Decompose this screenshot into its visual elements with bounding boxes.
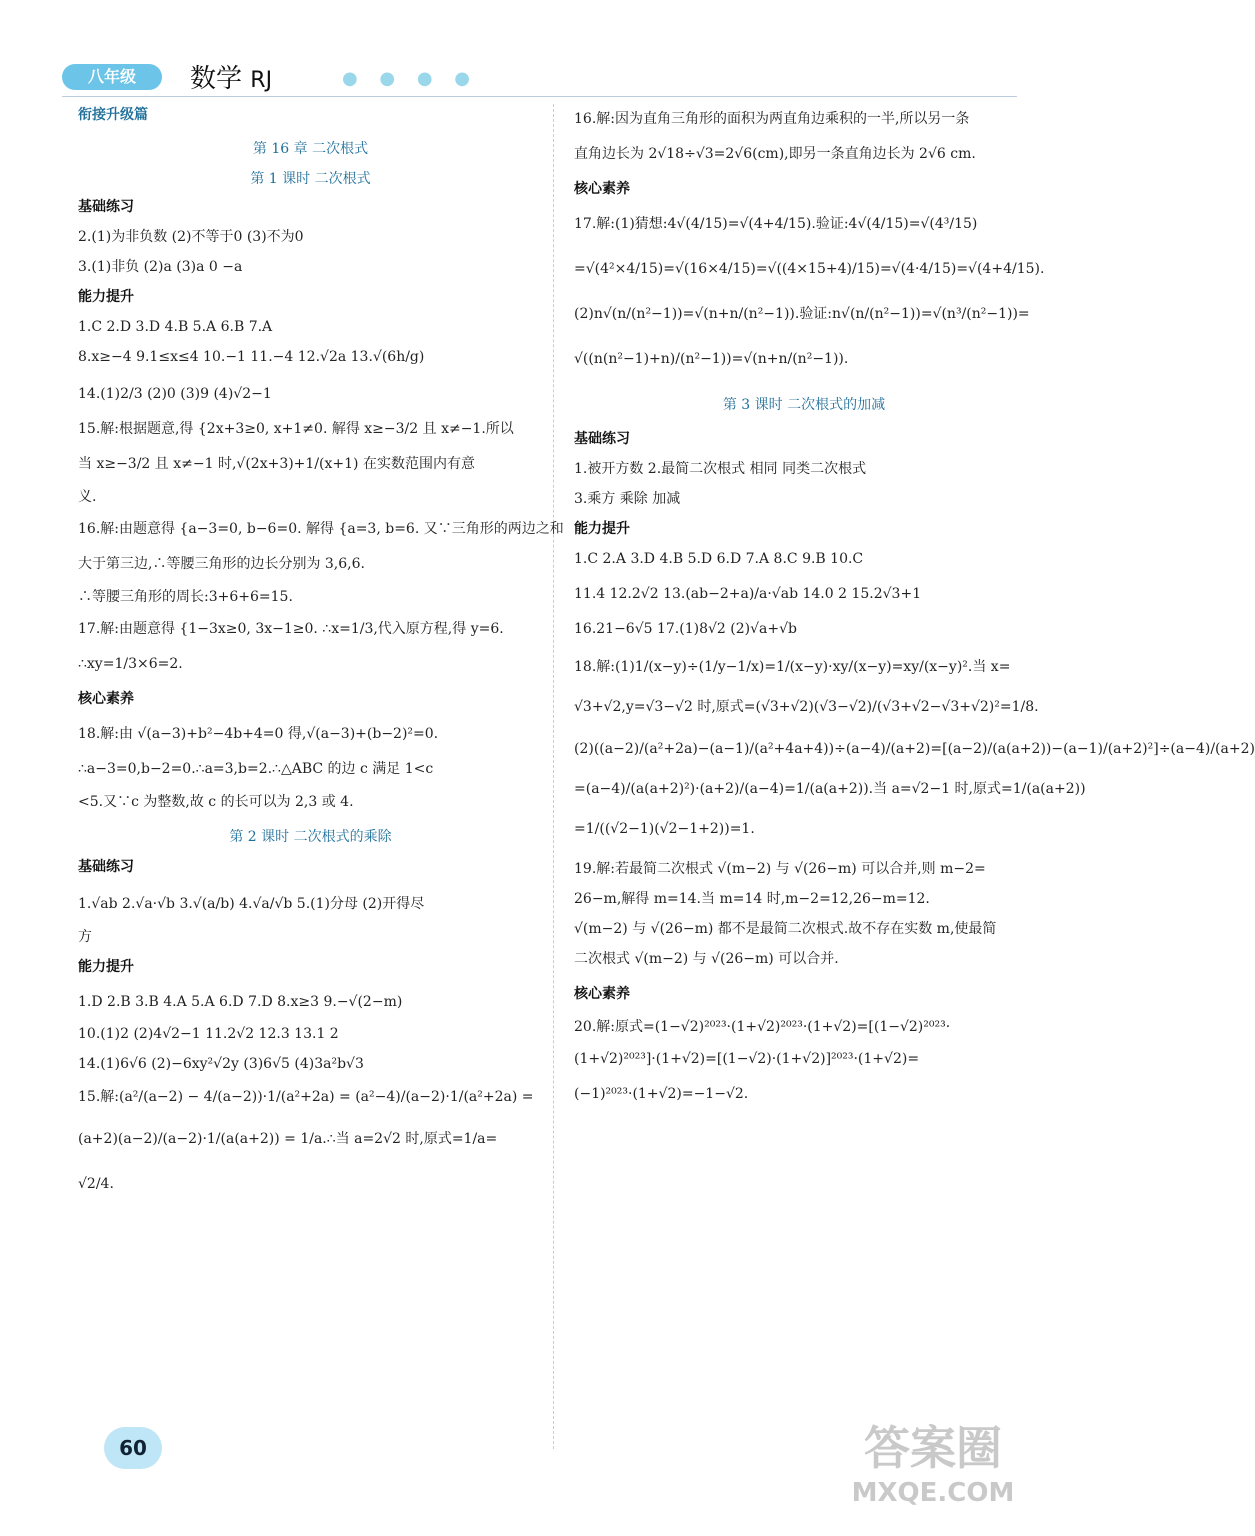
left-answer-line: 1.√ab 2.√a·√b 3.√(a/b) 4.√a/√b 5.(1)分母 (2)开得尽	[78, 896, 425, 912]
left-section-heading: 核心素养	[78, 691, 134, 707]
left-answer-line: 14.(1)2/3 (2)0 (3)9 (4)√2−1	[78, 386, 272, 402]
right-answer-line: =√(4²×4/15)=√(16×4/15)=√((4×15+4)/15)=√(4·4/15)=√(4+4/15).	[574, 261, 1045, 277]
left-lesson-title: 第 2 课时 二次根式的乘除	[229, 829, 392, 845]
left-answer-line: 10.(1)2 (2)4√2−1 11.2√2 12.3 13.1 2	[78, 1026, 339, 1042]
page-header	[62, 58, 1012, 100]
edition-label: RJ	[250, 68, 273, 93]
right-answer-line: 18.解:(1)1/(x−y)÷(1/y−1/x)=1/(x−y)·xy/(x−y)=xy/(x−y)².当 x=	[574, 659, 1011, 675]
right-answer-line: 11.4 12.2√2 13.(ab−2+a)/a·√ab 14.0 2 15.2√3+1	[574, 586, 922, 602]
section-label: 衔接升级篇	[78, 107, 148, 123]
left-answer-line: 2.(1)为非负数 (2)不等于0 (3)不为0	[78, 229, 304, 245]
left-answer-line: 16.解:由题意得 {a−3=0, b−6=0. 解得 {a=3, b=6. 又∵三角形的两边之和	[78, 521, 564, 537]
left-answer-line: <5.又∵c 为整数,故 c 的长可以为 2,3 或 4.	[78, 794, 354, 810]
right-answer-line: 16.解:因为直角三角形的面积为两直角边乘积的一半,所以另一条	[574, 111, 970, 127]
left-answer-line: 18.解:由 √(a−3)+b²−4b+4=0 得,√(a−3)+(b−2)²=0.	[78, 726, 439, 742]
left-section-heading: 基础练习	[78, 199, 134, 215]
right-answer-line: (2)((a−2)/(a²+2a)−(a−1)/(a²+4a+4))÷(a−4)/(a+2)=[(a−2)/(a(a+2))−(a−1)/(a+2)²]÷(a−4)/(a+2)	[574, 741, 1255, 757]
left-answer-line: 大于第三边,∴等腰三角形的边长分别为 3,6,6.	[78, 556, 365, 572]
right-answer-line: 16.21−6√5 17.(1)8√2 (2)√a+√b	[574, 621, 797, 637]
right-answer-line: (−1)²⁰²³·(1+√2)=−1−√2.	[574, 1086, 749, 1102]
left-section-heading: 能力提升	[78, 289, 134, 305]
left-answer-line: 15.解:(a²/(a−2) − 4/(a−2))·1/(a²+2a) = (a²−4)/(a−2)·1/(a²+2a) =	[78, 1089, 534, 1105]
left-answer-line: ∴xy=1/3×6=2.	[78, 656, 183, 672]
right-answer-line: √3+√2,y=√3−√2 时,原式=(√3+√2)(√3−√2)/(√3+√2−√3+√2)²=1/8.	[574, 699, 1039, 715]
right-answer-line: 1.被开方数 2.最简二次根式 相同 同类二次根式	[574, 461, 867, 477]
right-answer-line: 直角边长为 2√18÷√3=2√6(cm),即另一条直角边长为 2√6 cm.	[574, 146, 976, 162]
left-answer-line: 15.解:根据题意,得 {2x+3≥0, x+1≠0. 解得 x≥−3/2 且 x≠−1.所以	[78, 421, 514, 437]
left-answer-line: 17.解:由题意得 {1−3x≥0, 3x−1≥0. ∴x=1/3,代入原方程,得 y=6.	[78, 621, 504, 637]
right-section-heading: 能力提升	[574, 521, 630, 537]
left-answer-line: 1.D 2.B 3.B 4.A 5.A 6.D 7.D 8.x≥3 9.−√(2−m)	[78, 994, 403, 1010]
watermark-url: MXQE.COM	[851, 1478, 1015, 1508]
left-answer-line: 义.	[78, 489, 97, 505]
subject-title	[190, 58, 272, 95]
right-answer-line: √(m−2) 与 √(26−m) 都不是最简二次根式.故不存在实数 m,使最简	[574, 921, 997, 937]
right-answer-line: 1.C 2.A 3.D 4.B 5.D 6.D 7.A 8.C 9.B 10.C	[574, 551, 864, 567]
left-lesson-title: 第 1 课时 二次根式	[250, 171, 371, 187]
left-answer-line: 1.C 2.D 3.D 4.B 5.A 6.B 7.A	[78, 319, 273, 335]
header-rule	[62, 96, 1017, 97]
right-answer-line: √((n(n²−1)+n)/(n²−1))=√(n+n/(n²−1)).	[574, 351, 849, 367]
left-answer-line: 方	[78, 929, 92, 945]
left-answer-line: 3.(1)非负 (2)a (3)a 0 −a	[78, 259, 243, 275]
right-answer-line: =(a−4)/(a(a+2)²)·(a+2)/(a−4)=1/(a(a+2)).当 a=√2−1 时,原式=1/(a(a+2))	[574, 781, 1086, 797]
left-lesson-title: 第 16 章 二次根式	[252, 141, 369, 157]
right-answer-line: 20.解:原式=(1−√2)²⁰²³·(1+√2)²⁰²³·(1+√2)=[(1−√2)²⁰²³·	[574, 1019, 951, 1035]
right-lesson-title: 第 3 课时 二次根式的加减	[722, 397, 886, 413]
right-answer-line: 17.解:(1)猜想:4√(4/15)=√(4+4/15).验证:4√(4/15)=√(4³/15)	[574, 216, 978, 232]
right-answer-line: 26−m,解得 m=14.当 m=14 时,m−2=12,26−m=12.	[574, 891, 930, 907]
left-answer-line: ∴a−3=0,b−2=0.∴a=3,b=2.∴△ABC 的边 c 满足 1<c	[78, 761, 434, 777]
right-answer-line: 3.乘方 乘除 加减	[574, 491, 681, 507]
column-divider	[553, 104, 554, 1449]
left-answer-line: ∴等腰三角形的周长:3+6+6=15.	[78, 589, 293, 605]
right-answer-line: (2)n√(n/(n²−1))=√(n+n/(n²−1)).验证:n√(n/(n²−1))=√(n³/(n²−1))=	[574, 306, 1030, 322]
right-section-heading: 基础练习	[574, 431, 630, 447]
page-number: 60	[104, 1427, 162, 1469]
watermark-logo	[838, 1418, 1028, 1528]
right-answer-line: (1+√2)²⁰²³]·(1+√2)=[(1−√2)·(1+√2)]²⁰²³·(1+√2)=	[574, 1051, 920, 1067]
right-section-heading: 核心素养	[574, 181, 630, 197]
watermark-text: 答案圈	[864, 1421, 1002, 1475]
right-answer-line: =1/((√2−1)(√2−1+2))=1.	[574, 821, 755, 837]
left-section-heading: 基础练习	[78, 859, 134, 875]
header-dots: ● ● ● ●	[342, 68, 478, 89]
left-answer-line: (a+2)(a−2)/(a−2)·1/(a(a+2)) = 1/a.∴当 a=2√2 时,原式=1/a=	[78, 1131, 498, 1147]
grade-badge: 八年级	[62, 64, 162, 90]
left-answer-line: 14.(1)6√6 (2)−6xy²√2y (3)6√5 (4)3a²b√3	[78, 1056, 364, 1072]
subject-name: 数学	[190, 64, 243, 94]
right-answer-line: 二次根式 √(m−2) 与 √(26−m) 可以合并.	[574, 951, 839, 967]
left-section-heading: 能力提升	[78, 959, 134, 975]
left-answer-line: 8.x≥−4 9.1≤x≤4 10.−1 11.−4 12.√2a 13.√(6h/g)	[78, 349, 425, 365]
left-answer-line: 当 x≥−3/2 且 x≠−1 时,√(2x+3)+1/(x+1) 在实数范围内有意	[78, 456, 475, 472]
right-answer-line: 19.解:若最简二次根式 √(m−2) 与 √(26−m) 可以合并,则 m−2=	[574, 861, 986, 877]
right-section-heading: 核心素养	[574, 986, 630, 1002]
left-answer-line: √2/4.	[78, 1176, 114, 1192]
